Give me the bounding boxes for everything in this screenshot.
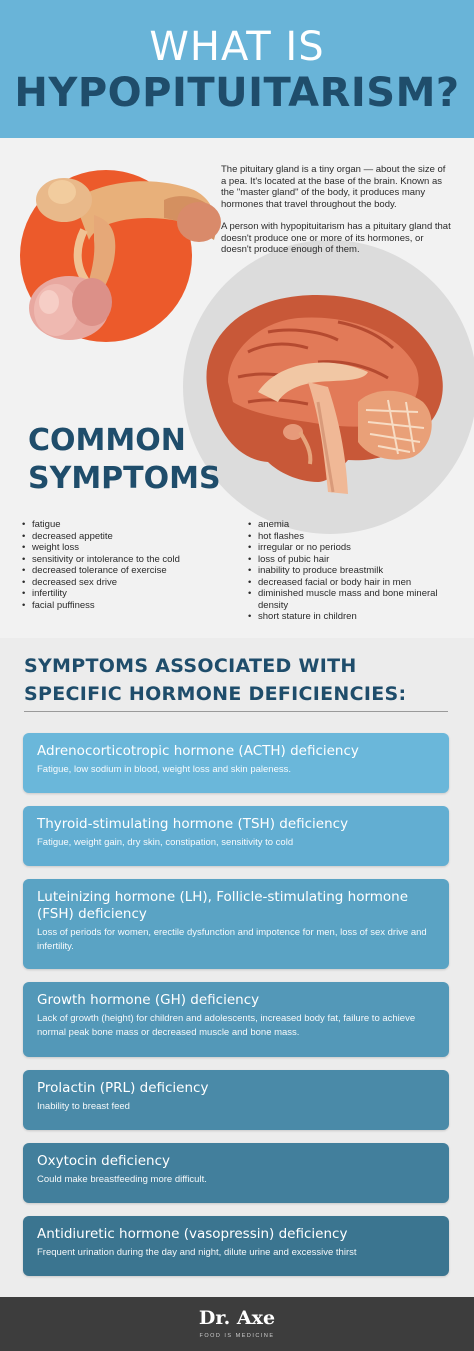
card-description: Frequent urination during the day and night, dilute urine and excessive thirst [37, 1247, 357, 1258]
deficiency-card-adh [23, 1216, 449, 1276]
list-item: • short stature in children [248, 611, 463, 623]
deficiency-card-tsh [23, 806, 449, 866]
list-item: • decreased appetite [22, 531, 237, 543]
intro-paragraph-1: The pituitary gland is a tiny organ — about the size of a pea. It's located at the base of the brain. Known as the "master gland" of the body, it produces many hormones that travel throughout the body. [221, 164, 446, 210]
title-line-1: WHAT IS [149, 24, 325, 70]
common-symptoms-heading [28, 422, 221, 498]
heading-divider [24, 711, 448, 712]
common-heading-line-1: COMMON [28, 423, 186, 458]
card-description: Could make breastfeeding more difficult. [37, 1174, 207, 1185]
list-item: • facial puffiness [22, 600, 237, 612]
card-title: Thyroid-stimulating hormone (TSH) deficiency [37, 816, 349, 832]
brand-logo: Dr. Axe [198, 1307, 276, 1329]
list-item: • decreased facial or body hair in men [248, 577, 463, 589]
common-heading-line-2: SYMPTOMS [28, 461, 221, 496]
deficiency-heading-line-1: SYMPTOMS ASSOCIATED WITH [24, 655, 357, 677]
list-item: • irregular or no periods [248, 542, 463, 554]
card-title: Growth hormone (GH) deficiency [37, 992, 260, 1008]
deficiency-heading-line-2: SPECIFIC HORMONE DEFICIENCIES: [24, 683, 407, 705]
intro-text [221, 164, 453, 256]
title-line-2: HYPOPITUITARISM? [14, 70, 460, 116]
deficiency-card-prl [23, 1070, 449, 1130]
deficiency-heading [24, 652, 406, 708]
deficiency-card-lh-fsh [23, 879, 449, 969]
card-description: Loss of periods for women, erectile dysfunction and impotence for men, loss of sex drive and infertility. [37, 927, 427, 952]
list-item: • decreased tolerance of exercise [22, 565, 237, 577]
card-title: Adrenocorticotropic hormone (ACTH) deficiency [37, 743, 359, 759]
deficiency-card-acth [23, 733, 449, 793]
list-item: • anemia [248, 519, 463, 531]
card-description: Inability to breast feed [37, 1101, 130, 1112]
intro-paragraph-2: A person with hypopituitarism has a pituitary gland that doesn't produce one or more of its hormones, or doesn't produce enough of them. [221, 221, 451, 255]
list-item: • inability to produce breastmilk [248, 565, 463, 577]
symptoms-list-right [248, 519, 463, 623]
list-item: • decreased sex drive [22, 577, 237, 589]
card-description: Fatigue, low sodium in blood, weight loss and skin paleness. [37, 764, 292, 775]
card-title: Antidiuretic hormone (vasopressin) deficiency [37, 1226, 348, 1242]
footer [0, 1297, 474, 1351]
list-item: • sensitivity or intolerance to the cold [22, 554, 237, 566]
card-description: Fatigue, weight gain, dry skin, constipation, sensitivity to cold [37, 837, 294, 848]
card-title: Luteinizing hormone (LH), Follicle-stimulating hormone (FSH) deficiency [37, 889, 409, 922]
list-item: • weight loss [22, 542, 237, 554]
deficiency-card-gh [23, 982, 449, 1057]
card-title: Prolactin (PRL) deficiency [37, 1080, 209, 1096]
list-item: • hot flashes [248, 531, 463, 543]
list-item: • loss of pubic hair [248, 554, 463, 566]
card-title: Oxytocin deficiency [37, 1153, 171, 1169]
brain-illustration [188, 282, 458, 526]
list-item: • diminished muscle mass and bone mineral density [248, 588, 463, 611]
symptoms-list-left [22, 519, 237, 611]
header-banner [0, 0, 474, 138]
list-item: • infertility [22, 588, 237, 600]
card-description: Lack of growth (height) for children and adolescents, increased body fat, failure to achieve normal peak bone mass or decreased muscle and bone mass. [37, 1013, 416, 1038]
deficiency-card-oxytocin [23, 1143, 449, 1203]
brand-tagline: FOOD IS MEDICINE [199, 1333, 275, 1339]
list-item: • fatigue [22, 519, 237, 531]
